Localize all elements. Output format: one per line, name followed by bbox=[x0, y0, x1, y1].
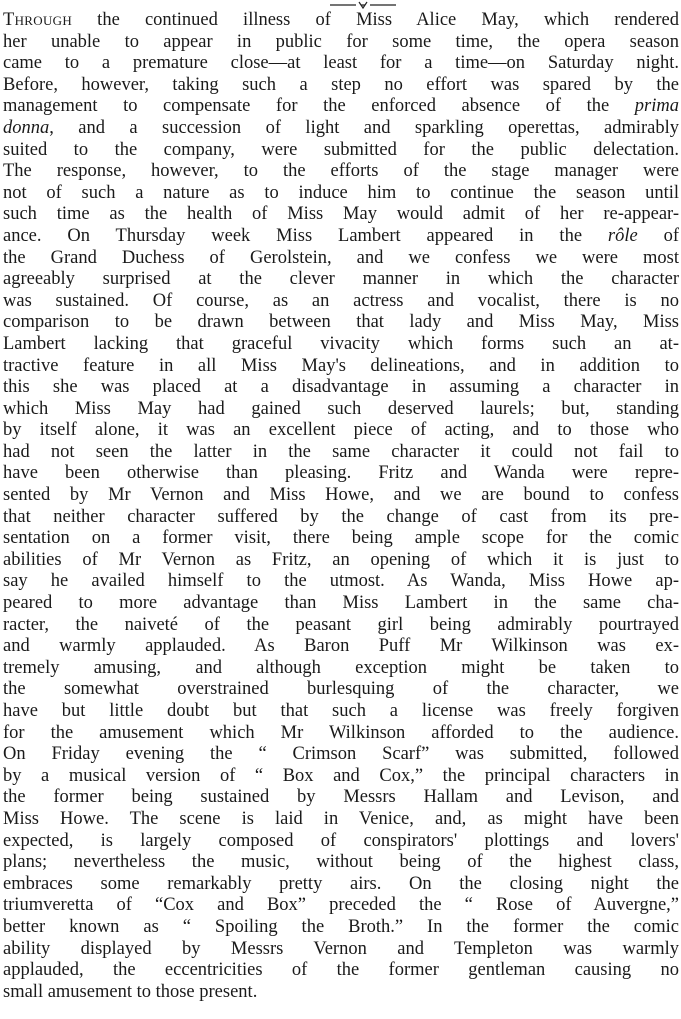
text-line-3: came to a premature close—at least for a time—on Saturday night. bbox=[3, 53, 679, 74]
text-line-43: better known as “ Spoiling the Broth.” In the former the comic bbox=[3, 916, 679, 937]
text-line-28: peared to more advantage than Miss Lambert in the same cha- bbox=[3, 593, 679, 614]
text-line-5: management to compensate for the enforced absence of the prima bbox=[3, 96, 679, 117]
text-line-18: this she was placed at a disadvantage in assuming a character in bbox=[3, 377, 679, 398]
text-line-4: Before, however, taking such a step no effort was spared by the bbox=[3, 74, 679, 95]
text-line-12: the Grand Duchess of Gerolstein, and we confess we were most bbox=[3, 247, 679, 268]
text-line-46: small amusement to those present. bbox=[3, 981, 258, 1002]
text-line-6: donna, and a succession of light and sparkling operettas, admirably bbox=[3, 117, 679, 138]
text-line-16: Lambert lacking that graceful vivacity which forms such an at- bbox=[3, 333, 679, 354]
text-line-11: ance. On Thursday week Miss Lambert appeared in the rôle of bbox=[3, 225, 679, 246]
text-line-29: racter, the naiveté of the peasant girl being admirably pourtrayed bbox=[3, 614, 679, 635]
text-line-20: by itself alone, it was an excellent piece of acting, and to those who bbox=[3, 420, 679, 441]
text-line-35: On Friday evening the “ Crimson Scarf” was submitted, followed bbox=[3, 744, 679, 765]
text-line-19: which Miss May had gained such deserved laurels; but, standing bbox=[3, 398, 679, 419]
text-line-34: for the amusement which Mr Wilkinson afforded to the audience. bbox=[3, 722, 679, 743]
text-line-44: ability displayed by Messrs Vernon and Templeton was warmly bbox=[3, 938, 679, 959]
italic-donna: donna bbox=[3, 117, 50, 138]
text-line-36: by a musical version of “ Box and Cox,” the principal characters in bbox=[3, 765, 679, 786]
text-line-17: tractive feature in all Miss May's delineations, and in addition to bbox=[3, 355, 679, 376]
text-line-39: expected, is largely composed of conspirators' plottings and lovers' bbox=[3, 830, 679, 851]
text-line-30: and warmly applauded. As Baron Puff Mr Wilkinson was ex- bbox=[3, 636, 679, 657]
text-line-45: applauded, the eccentricities of the former gentleman causing no bbox=[3, 960, 679, 981]
text-line-42: triumveretta of “Cox and Box” preceded the “ Rose of Auvergne,” bbox=[3, 895, 679, 916]
italic-role: rôle bbox=[607, 225, 638, 246]
text-line-8: The response, however, to the efforts of the stage manager were bbox=[3, 161, 679, 182]
text-line-7: suited to the company, were submitted for the public delectation. bbox=[3, 139, 679, 160]
text-line-40: plans; nevertheless the music, without being of the highest class, bbox=[3, 852, 679, 873]
text-line-25: sentation on a former visit, there being ample scope for the comic bbox=[3, 528, 679, 549]
text-line-41: embraces some remarkably pretty airs. On the closing night the bbox=[3, 873, 679, 894]
italic-prima: prima bbox=[634, 96, 679, 117]
text-line-9: not of such a nature as to induce him to continue the season until bbox=[3, 182, 679, 203]
text-line-22: have been otherwise than pleasing. Fritz and Wanda were repre- bbox=[3, 463, 679, 484]
text-line-26: abilities of Mr Vernon as Fritz, an opening of which it is just to bbox=[3, 549, 679, 570]
lead-word: Through bbox=[3, 10, 73, 30]
text-line-10: such time as the health of Miss May would admit of her re-appear- bbox=[3, 204, 679, 225]
text-line-14: was sustained. Of course, as an actress and vocalist, there is no bbox=[3, 290, 679, 311]
text-line-24: that neither character suffered by the change of cast from its pre- bbox=[3, 506, 679, 527]
text-line-27: say he availed himself to the utmost. As Wanda, Miss Howe ap- bbox=[3, 571, 679, 592]
text-line-33: have but little doubt but that such a license was freely forgiven bbox=[3, 701, 679, 721]
text-line-31: tremely amusing, and although exception might be taken to bbox=[3, 657, 679, 678]
text-line-13: agreeably surprised at the clever manner in which the character bbox=[3, 269, 679, 290]
text-line-32: the somewhat overstrained burlesquing of the character, we bbox=[3, 679, 679, 700]
text-line-1: Through the continued illness of Miss Alice May, which rendered bbox=[3, 10, 679, 30]
text-line-2: her unable to appear in public for some time, the opera season bbox=[3, 31, 679, 52]
text-line-38: Miss Howe. The scene is laid in Venice, and, as might have been bbox=[3, 808, 679, 829]
text-line-15: comparison to be drawn between that lady and Miss May, Miss bbox=[3, 312, 679, 333]
text-line-37: the former being sustained by Messrs Hallam and Levison, and bbox=[3, 787, 679, 808]
article-body bbox=[3, 10, 679, 1003]
text-line-21: had not seen the latter in the same character it could not fail to bbox=[3, 441, 679, 462]
text-line-23: sented by Mr Vernon and Miss Howe, and we are bound to confess bbox=[3, 485, 679, 506]
